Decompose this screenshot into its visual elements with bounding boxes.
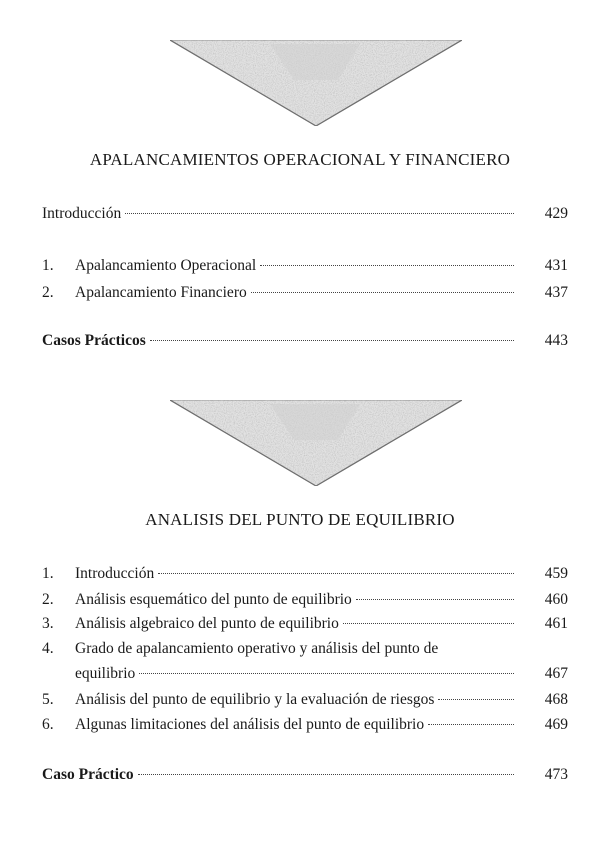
toc-page-number: 431: [544, 257, 568, 274]
section-title: ANALISIS DEL PUNTO DE EQUILIBRIO: [145, 510, 455, 529]
toc-page-number: 467: [544, 665, 568, 682]
toc-number: 6.: [42, 716, 54, 733]
toc-label: Casos Prácticos: [42, 332, 146, 349]
dot-leader: [251, 292, 514, 293]
toc-entry[interactable]: [42, 203, 568, 225]
toc-label: Algunas limitaciones del análisis del punto de equilibrio: [75, 716, 425, 733]
dot-leader: [158, 573, 514, 574]
dot-leader: [356, 599, 514, 600]
dot-leader: [125, 213, 514, 214]
toc-label: equilibrio: [75, 665, 136, 682]
toc-label: Introducción: [42, 205, 122, 222]
toc-entry-continuation[interactable]: [42, 663, 568, 685]
toc-label: Análisis esquemático del punto de equilibrio: [75, 591, 352, 608]
toc-number: 3.: [42, 615, 54, 632]
toc-entry[interactable]: [42, 689, 568, 711]
dot-leader: [438, 699, 514, 700]
toc-label: Apalancamiento Financiero: [75, 284, 247, 301]
toc-label: Apalancamiento Operacional: [75, 257, 257, 274]
toc-number: 2.: [42, 284, 54, 301]
toc-label: Análisis del punto de equilibrio y la evaluación de riesgos: [75, 691, 435, 708]
toc-page-number: 443: [544, 332, 568, 349]
toc-entry[interactable]: [42, 613, 568, 635]
stone-triangle-icon: [170, 400, 462, 486]
toc-number: 1.: [42, 565, 54, 582]
toc-page-number: 461: [544, 615, 568, 632]
toc-page-number: 437: [544, 284, 568, 301]
dot-leader: [343, 623, 514, 624]
toc-page-number: 459: [544, 565, 568, 582]
toc-page-number: 468: [544, 691, 568, 708]
toc-page-number: 460: [544, 591, 568, 608]
toc-label: Análisis algebraico del punto de equilibrio: [75, 615, 339, 632]
toc-entry[interactable]: [42, 714, 568, 736]
toc-entry[interactable]: [42, 282, 568, 304]
toc-number: 4.: [42, 640, 54, 657]
toc-entry[interactable]: [42, 764, 568, 786]
toc-entry-first-line[interactable]: [42, 638, 568, 660]
toc-entry[interactable]: [42, 330, 568, 352]
stone-triangle-icon: [170, 40, 462, 126]
toc-page-number: 429: [544, 205, 568, 222]
toc-entry[interactable]: [42, 255, 568, 277]
toc-number: 1.: [42, 257, 54, 274]
toc-label: Caso Práctico: [42, 766, 134, 783]
toc-label: Introducción: [75, 565, 155, 582]
toc-entry[interactable]: [42, 563, 568, 585]
dot-leader: [139, 673, 514, 674]
chapter-emblem: [170, 40, 462, 126]
chapter-emblem: [170, 400, 462, 486]
dot-leader: [150, 340, 514, 341]
dot-leader: [260, 265, 514, 266]
section-title: APALANCAMIENTOS OPERACIONAL Y FINANCIERO: [89, 150, 511, 169]
toc-entry[interactable]: [42, 589, 568, 611]
toc-label: Grado de apalancamiento operativo y análisis del punto de: [75, 640, 439, 657]
toc-page-number: 469: [544, 716, 568, 733]
toc-number: 2.: [42, 591, 54, 608]
toc-page-number: 473: [544, 766, 568, 783]
toc-number: 5.: [42, 691, 54, 708]
dot-leader: [428, 724, 514, 725]
dot-leader: [138, 774, 514, 775]
